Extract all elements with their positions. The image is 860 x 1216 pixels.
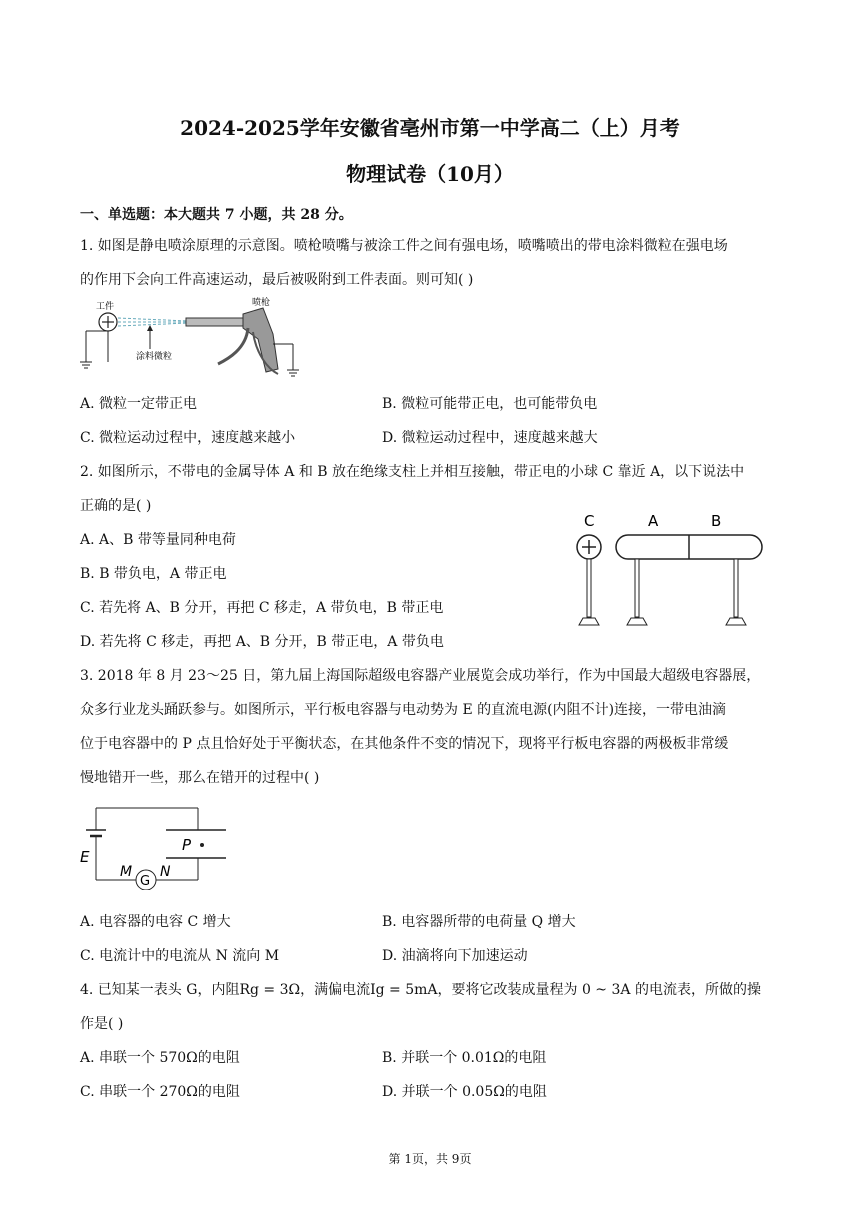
exam-subtitle: 物理试卷（10月） xyxy=(346,162,514,186)
q2-line-2: 正确的是( ) xyxy=(80,498,152,514)
q3-option-a[interactable]: A. 电容器的电容 C 增大 xyxy=(80,914,231,930)
q2-figure-conductors xyxy=(568,510,778,635)
q2-label-a: A xyxy=(648,512,659,530)
q4-option-c[interactable]: C. 串联一个 270Ω的电阻 xyxy=(80,1084,240,1100)
q2-label-c: C xyxy=(584,512,595,530)
q1-option-c[interactable]: C. 微粒运动过程中，速度越来越小 xyxy=(80,430,296,446)
q2-option-a[interactable]: A. A、B 带等量同种电荷 xyxy=(80,532,236,548)
q1-option-b[interactable]: B. 微粒可能带正电，也可能带负电 xyxy=(382,396,598,412)
q1-line-1: 1. 如图是静电喷涂原理的示意图。喷枪喷嘴与被涂工件之间有强电场，喷嘴喷出的带电涂料微粒在强电场 xyxy=(80,238,728,254)
q3-line-2: 众多行业龙头踊跃参与。如图所示，平行板电容器与电动势为 E 的直流电源(内阻不计)连接，一带电油滴 xyxy=(80,702,727,718)
q1-figure-spray-gun xyxy=(78,294,308,384)
q3-line-1: 3. 2018 年 8 月 23～25 日，第九届上海国际超级电容器产业展览会成功举行，作为中国最大超级电容器展， xyxy=(80,668,761,684)
q4-option-d[interactable]: D. 并联一个 0.05Ω的电阻 xyxy=(382,1084,547,1100)
q1-option-d[interactable]: D. 微粒运动过程中，速度越来越大 xyxy=(382,430,598,446)
q3-label-p: P xyxy=(182,836,192,854)
q3-option-b[interactable]: B. 电容器所带的电荷量 Q 增大 xyxy=(382,914,576,930)
q1-label-gun: 喷枪 xyxy=(252,298,271,308)
q1-option-a[interactable]: A. 微粒一定带正电 xyxy=(80,396,198,412)
q3-line-3: 位于电容器中的 P 点且恰好处于平衡状态，在其他条件不变的情况下，现将平行板电容器的两极板非常缓 xyxy=(80,736,729,752)
q4-option-a[interactable]: A. 串联一个 570Ω的电阻 xyxy=(80,1050,240,1066)
exam-title: 2024-2025学年安徽省亳州市第一中学高二（上）月考 xyxy=(180,116,680,140)
q3-label-e: E xyxy=(80,848,90,866)
q3-line-4: 慢地错开一些，那么在错开的过程中( ) xyxy=(80,770,320,786)
q4-option-b[interactable]: B. 并联一个 0.01Ω的电阻 xyxy=(382,1050,547,1066)
q2-label-b: B xyxy=(711,512,722,530)
q4-line-2: 作是( ) xyxy=(80,1016,124,1032)
page-footer: 第 1页，共 9页 xyxy=(388,1152,472,1166)
q2-option-d[interactable]: D. 若先将 C 移走，再把 A、B 分开，B 带正电，A 带负电 xyxy=(80,634,444,650)
q3-label-n: N xyxy=(160,864,171,880)
q2-line-1: 2. 如图所示，不带电的金属导体 A 和 B 放在绝缘支柱上并相互接触，带正电的小球 C 靠近 A，以下说法中 xyxy=(80,464,745,480)
q3-option-d[interactable]: D. 油滴将向下加速运动 xyxy=(382,948,528,964)
q1-label-workpiece: 工件 xyxy=(96,302,115,312)
section-heading: 一、单选题：本大题共 7 小题，共 28 分。 xyxy=(80,207,353,223)
q1-label-particles: 涂料微粒 xyxy=(136,352,173,362)
q2-option-c[interactable]: C. 若先将 A、B 分开，再把 C 移走，A 带负电，B 带正电 xyxy=(80,600,444,616)
q3-label-g: G xyxy=(140,874,151,889)
q3-figure-capacitor-circuit xyxy=(78,800,238,890)
q3-label-m: M xyxy=(120,864,133,880)
q3-option-c[interactable]: C. 电流计中的电流从 N 流向 M xyxy=(80,948,280,964)
q1-line-2: 的作用下会向工件高速运动，最后被吸附到工件表面。则可知( ) xyxy=(80,272,474,288)
q4-line-1: 4. 已知某一表头 G，内阻Rg = 3Ω，满偏电流Ig = 5mA，要将它改装成量程为 0 ~ 3A 的电流表，所做的操 xyxy=(80,982,761,998)
q2-option-b[interactable]: B. B 带负电，A 带正电 xyxy=(80,566,227,582)
